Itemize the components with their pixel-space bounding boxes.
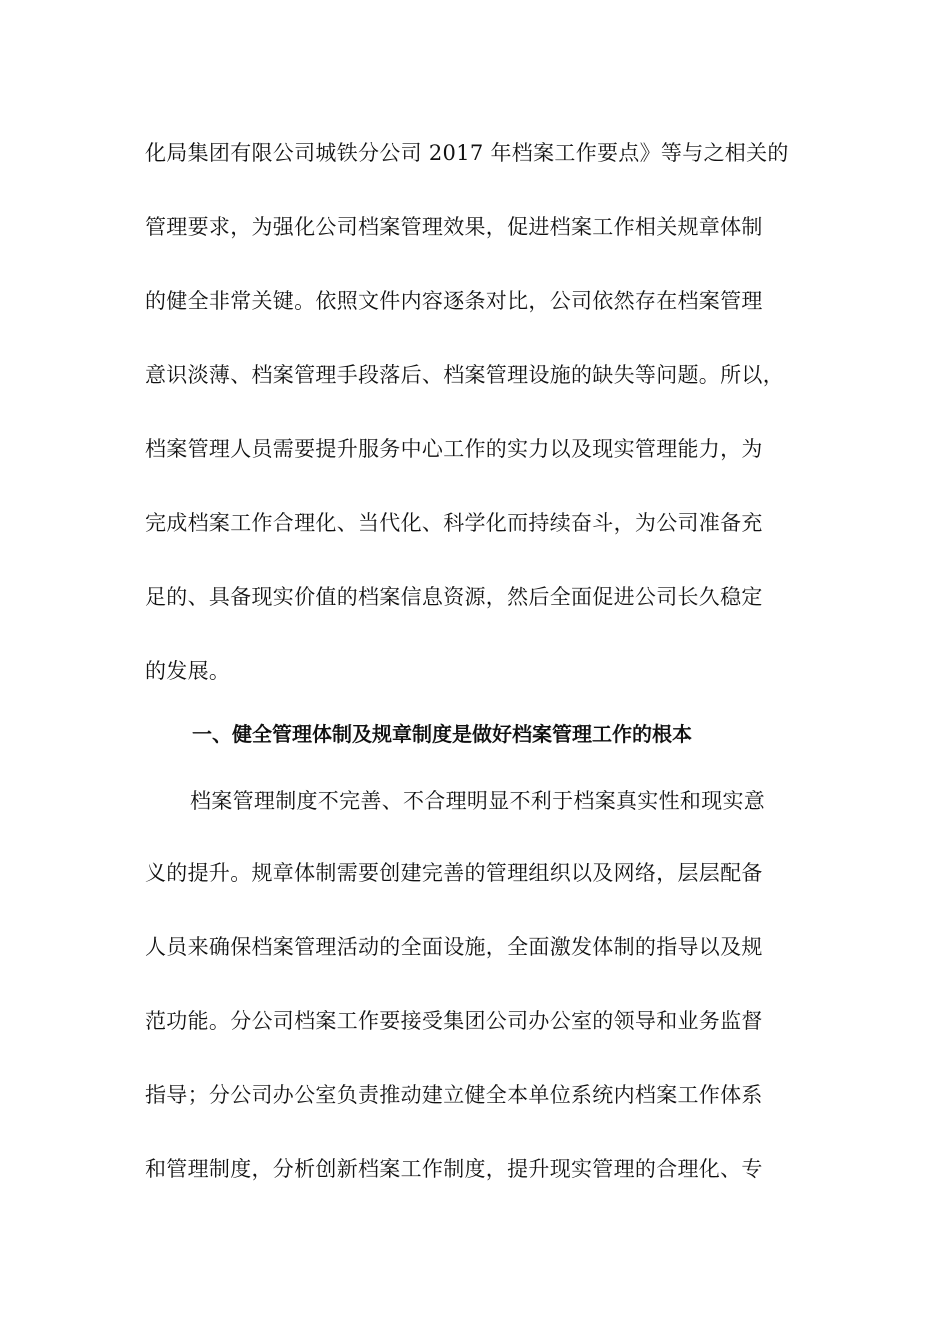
paragraph-2-line-2: 义的提升。规章体制需要创建完善的管理组织以及网络，层层配备 [145, 861, 763, 885]
paragraph-2-line-6: 和管理制度，分析创新档案工作制度，提升现实管理的合理化、专 [145, 1157, 763, 1181]
section-heading: 一、健全管理体制及规章制度是做好档案管理工作的根本 [192, 722, 692, 746]
paragraph-1-line-4: 意识淡薄、档案管理手段落后、档案管理设施的缺失等问题。所以， [145, 363, 784, 387]
paragraph-1-line-7: 足的、具备现实价值的档案信息资源，然后全面促进公司长久稳定 [145, 585, 763, 609]
paragraph-2-line-3: 人员来确保档案管理活动的全面设施，全面激发体制的指导以及规 [145, 935, 763, 959]
paragraph-2-line-4: 范功能。分公司档案工作要接受集团公司办公室的领导和业务监督 [145, 1009, 763, 1033]
paragraph-1-line-8: 的发展。 [145, 659, 231, 683]
paragraph-2-line-1: 档案管理制度不完善、不合理明显不利于档案真实性和现实意 [190, 789, 766, 813]
paragraph-1-line-5: 档案管理人员需要提升服务中心工作的实力以及现实管理能力，为 [145, 437, 763, 461]
paragraph-1-line-6: 完成档案工作合理化、当代化、科学化而持续奋斗，为公司准备充 [145, 511, 763, 535]
paragraph-1-line-3: 的健全非常关键。依照文件内容逐条对比，公司依然存在档案管理 [145, 289, 763, 313]
paragraph-2-line-5: 指导；分公司办公室负责推动建立健全本单位系统内档案工作体系 [145, 1083, 763, 1107]
paragraph-1-line-2: 管理要求，为强化公司档案管理效果，促进档案工作相关规章体制 [145, 215, 763, 239]
paragraph-1-line-1: 化局集团有限公司城铁分公司 2017 年档案工作要点》等与之相关的 [145, 141, 789, 165]
